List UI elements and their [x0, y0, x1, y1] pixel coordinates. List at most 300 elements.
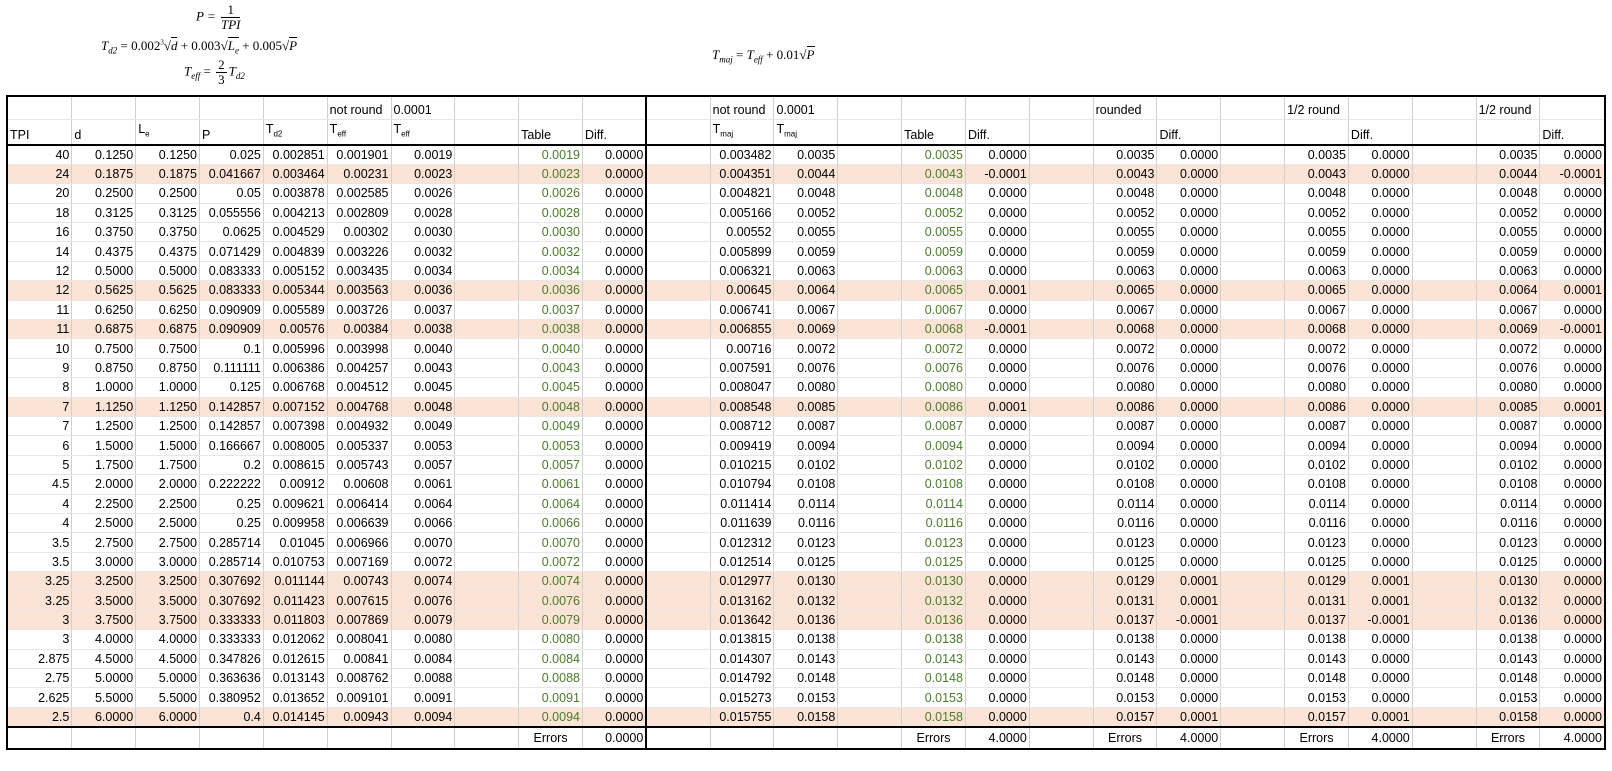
cell[interactable]: 0.0000	[1348, 281, 1412, 300]
cell[interactable]: 0.0000	[1348, 300, 1412, 319]
cell[interactable]: 0.0123	[1285, 533, 1349, 552]
cell[interactable]	[455, 475, 519, 494]
cell[interactable]: 0.0000	[965, 300, 1029, 319]
cell[interactable]	[646, 436, 710, 455]
cell[interactable]: 0.0057	[391, 455, 455, 474]
cell[interactable]: 5.5000	[136, 688, 200, 707]
cell[interactable]: 0.003482	[710, 145, 774, 165]
cell[interactable]: 0.0000	[1540, 358, 1605, 377]
cell[interactable]: 0.2	[200, 455, 264, 474]
cell[interactable]: 0.0094	[1093, 436, 1157, 455]
cell[interactable]: 0.005589	[263, 300, 327, 319]
cell[interactable]: 0.0000	[582, 261, 646, 280]
cell[interactable]: 0.00576	[263, 320, 327, 339]
cell[interactable]: 0.0000	[965, 242, 1029, 261]
cell[interactable]: 0.0116	[1476, 513, 1540, 532]
cell[interactable]: 0.0080	[774, 378, 838, 397]
cell[interactable]	[455, 300, 519, 319]
cell[interactable]: 0.6250	[72, 300, 136, 319]
cell[interactable]	[1029, 242, 1093, 261]
cell[interactable]: 0.0153	[1285, 688, 1349, 707]
cell[interactable]	[1221, 223, 1285, 242]
cell[interactable]: 0.285714	[200, 552, 264, 571]
cell[interactable]: 0.0000	[965, 707, 1029, 727]
cell[interactable]: 3.5000	[72, 591, 136, 610]
cell[interactable]: 0.0125	[1093, 552, 1157, 571]
cell[interactable]: 0.0137	[1093, 610, 1157, 629]
cell[interactable]: 0.0102	[902, 455, 966, 474]
cell[interactable]: 0.0000	[965, 223, 1029, 242]
cell[interactable]: 5	[7, 455, 72, 474]
cell[interactable]: 0.05	[200, 184, 264, 203]
cell[interactable]: 0.0000	[1348, 261, 1412, 280]
cell[interactable]: 0.0114	[1285, 494, 1349, 513]
cell[interactable]: 0.0108	[902, 475, 966, 494]
cell[interactable]: 0.083333	[200, 281, 264, 300]
cell[interactable]: 0.0000	[1540, 669, 1605, 688]
cell[interactable]: 0.0040	[391, 339, 455, 358]
cell[interactable]	[455, 223, 519, 242]
cell[interactable]: 0.005166	[710, 203, 774, 222]
cell[interactable]: 0.4	[200, 707, 264, 727]
cell[interactable]: 0.002851	[263, 145, 327, 165]
cell[interactable]: 0.0000	[582, 223, 646, 242]
cell[interactable]: 0.0102	[1093, 455, 1157, 474]
cell[interactable]: 0.0000	[1157, 261, 1221, 280]
cell[interactable]	[1221, 572, 1285, 591]
cell[interactable]	[455, 145, 519, 165]
cell[interactable]: 1.2500	[136, 416, 200, 435]
cell[interactable]: 0.0072	[902, 339, 966, 358]
cell[interactable]: 0.5000	[136, 261, 200, 280]
cell[interactable]	[646, 164, 710, 183]
cell[interactable]: 3.25	[7, 572, 72, 591]
cell[interactable]: 0.0052	[1093, 203, 1157, 222]
cell[interactable]: 0.0153	[1476, 688, 1540, 707]
cell[interactable]: 0.333333	[200, 610, 264, 629]
cell[interactable]: 40	[7, 145, 72, 165]
cell[interactable]: 0.285714	[200, 533, 264, 552]
cell[interactable]	[838, 320, 902, 339]
cell[interactable]	[646, 649, 710, 668]
cell[interactable]: 0.0059	[1093, 242, 1157, 261]
cell[interactable]: 0.083333	[200, 261, 264, 280]
cell[interactable]: 0.0148	[1093, 669, 1157, 688]
cell[interactable]: 0.0067	[1285, 300, 1349, 319]
cell[interactable]: 0.010215	[710, 455, 774, 474]
cell[interactable]: 0.0108	[1093, 475, 1157, 494]
cell[interactable]: 0.0037	[391, 300, 455, 319]
cell[interactable]	[455, 339, 519, 358]
cell[interactable]: 0.0048	[391, 397, 455, 416]
cell[interactable]: 0.004768	[327, 397, 391, 416]
cell[interactable]: 0.0048	[1093, 184, 1157, 203]
cell[interactable]: 0.0055	[774, 223, 838, 242]
cell[interactable]: 0.0000	[582, 533, 646, 552]
cell[interactable]: 0.0067	[774, 300, 838, 319]
cell[interactable]: 0.012977	[710, 572, 774, 591]
cell[interactable]: 0.0000	[1157, 513, 1221, 532]
cell[interactable]: 0.007591	[710, 358, 774, 377]
cell[interactable]: 0.0044	[774, 164, 838, 183]
cell[interactable]: 0.0000	[1540, 533, 1605, 552]
cell[interactable]: 0.1875	[72, 164, 136, 183]
cell[interactable]	[1221, 707, 1285, 727]
cell[interactable]: 0.0094	[391, 707, 455, 727]
cell[interactable]: 0.0132	[1476, 591, 1540, 610]
cell[interactable]: 3.2500	[72, 572, 136, 591]
cell[interactable]	[1221, 203, 1285, 222]
cell[interactable]	[646, 397, 710, 416]
cell[interactable]: 0.0000	[965, 494, 1029, 513]
cell[interactable]	[646, 610, 710, 629]
cell[interactable]	[455, 242, 519, 261]
cell[interactable]: 0.0000	[965, 513, 1029, 532]
cell[interactable]: 0.0000	[582, 416, 646, 435]
cell[interactable]: 0.0000	[582, 339, 646, 358]
cell[interactable]: 0.006414	[327, 494, 391, 513]
cell[interactable]: 0.5625	[72, 281, 136, 300]
cell[interactable]: 0.3125	[136, 203, 200, 222]
cell[interactable]	[838, 513, 902, 532]
cell[interactable]: 0.090909	[200, 300, 264, 319]
cell[interactable]: 0.0000	[1348, 533, 1412, 552]
cell[interactable]: 0.0000	[582, 630, 646, 649]
cell[interactable]: 3.5	[7, 533, 72, 552]
cell[interactable]: 0.7500	[136, 339, 200, 358]
cell[interactable]: 0.0059	[1285, 242, 1349, 261]
cell[interactable]	[838, 552, 902, 571]
cell[interactable]: 0.0072	[519, 552, 583, 571]
cell[interactable]: 0.0000	[1157, 300, 1221, 319]
cell[interactable]: 0.0094	[774, 436, 838, 455]
cell[interactable]: 0.012514	[710, 552, 774, 571]
cell[interactable]: 0.0072	[774, 339, 838, 358]
cell[interactable]	[838, 591, 902, 610]
cell[interactable]	[838, 610, 902, 629]
cell[interactable]: 0.0000	[965, 339, 1029, 358]
cell[interactable]: 0.0052	[774, 203, 838, 222]
cell[interactable]	[455, 610, 519, 629]
cell[interactable]: 0.0000	[582, 397, 646, 416]
cell[interactable]: 0.0000	[1348, 320, 1412, 339]
cell[interactable]: 3.0000	[136, 552, 200, 571]
cell[interactable]: 0.0091	[391, 688, 455, 707]
cell[interactable]: 0.0000	[582, 649, 646, 668]
cell[interactable]: 0.010794	[710, 475, 774, 494]
cell[interactable]: 0.0080	[1476, 378, 1540, 397]
cell[interactable]: 0.0000	[965, 184, 1029, 203]
cell[interactable]: 2.7500	[72, 533, 136, 552]
cell[interactable]: 4.0000	[72, 630, 136, 649]
cell[interactable]: 0.004351	[710, 164, 774, 183]
cell[interactable]	[1412, 164, 1476, 183]
cell[interactable]: 0.0000	[1540, 494, 1605, 513]
cell[interactable]: 0.005899	[710, 242, 774, 261]
cell[interactable]: 0.0088	[391, 669, 455, 688]
cell[interactable]: 0.0123	[902, 533, 966, 552]
cell[interactable]: 0.0000	[965, 416, 1029, 435]
cell[interactable]: 0.0000	[1540, 475, 1605, 494]
cell[interactable]	[646, 203, 710, 222]
cell[interactable]: 0.005152	[263, 261, 327, 280]
cell[interactable]: 0.0035	[902, 145, 966, 165]
cell[interactable]: 10	[7, 339, 72, 358]
cell[interactable]	[646, 339, 710, 358]
cell[interactable]	[838, 649, 902, 668]
cell[interactable]: 0.142857	[200, 397, 264, 416]
cell[interactable]: 0.0094	[902, 436, 966, 455]
cell[interactable]	[838, 669, 902, 688]
cell[interactable]: 0.0079	[391, 610, 455, 629]
cell[interactable]: 0.0001	[1157, 572, 1221, 591]
cell[interactable]	[1412, 513, 1476, 532]
cell[interactable]	[455, 455, 519, 474]
cell[interactable]	[1029, 552, 1093, 571]
cell[interactable]	[455, 572, 519, 591]
cell[interactable]: 4.0000	[136, 630, 200, 649]
cell[interactable]: 0.0036	[519, 281, 583, 300]
cell[interactable]: 2.5	[7, 707, 72, 727]
cell[interactable]: 3	[7, 630, 72, 649]
cell[interactable]: 0.0001	[1157, 707, 1221, 727]
cell[interactable]	[1412, 320, 1476, 339]
cell[interactable]: 0.3750	[136, 223, 200, 242]
cell[interactable]: 2.75	[7, 669, 72, 688]
cell[interactable]: 0.009419	[710, 436, 774, 455]
cell[interactable]: 0.0132	[902, 591, 966, 610]
cell[interactable]: 0.0043	[391, 358, 455, 377]
cell[interactable]: 0.0080	[519, 630, 583, 649]
cell[interactable]: 0.0035	[1476, 145, 1540, 165]
cell[interactable]: 0.0153	[902, 688, 966, 707]
cell[interactable]: 0.0034	[391, 261, 455, 280]
cell[interactable]: 0.006321	[710, 261, 774, 280]
cell[interactable]	[455, 164, 519, 183]
cell[interactable]: 0.0000	[582, 203, 646, 222]
cell[interactable]: 0.0000	[1348, 688, 1412, 707]
cell[interactable]: 0.00302	[327, 223, 391, 242]
cell[interactable]: 0.0028	[519, 203, 583, 222]
cell[interactable]: 0.0000	[1348, 242, 1412, 261]
cell[interactable]: 0.0000	[1157, 203, 1221, 222]
cell[interactable]: 0.0000	[1540, 416, 1605, 435]
cell[interactable]: 0.0000	[965, 630, 1029, 649]
cell[interactable]: 9	[7, 358, 72, 377]
cell[interactable]: 0.0000	[1157, 494, 1221, 513]
cell[interactable]: 2.7500	[136, 533, 200, 552]
cell[interactable]	[1221, 513, 1285, 532]
cell[interactable]: 0.0000	[1348, 378, 1412, 397]
cell[interactable]: 0.0000	[1157, 688, 1221, 707]
cell[interactable]: 0.0000	[1348, 455, 1412, 474]
cell[interactable]: 0.3750	[72, 223, 136, 242]
cell[interactable]	[1029, 203, 1093, 222]
cell[interactable]: 0.0000	[1540, 552, 1605, 571]
cell[interactable]: 0.0138	[1476, 630, 1540, 649]
cell[interactable]: 0.006966	[327, 533, 391, 552]
cell[interactable]: 0.0063	[902, 261, 966, 280]
cell[interactable]: 1.1250	[72, 397, 136, 416]
cell[interactable]: 0.015755	[710, 707, 774, 727]
cell[interactable]: 7	[7, 397, 72, 416]
cell[interactable]: 0.0032	[391, 242, 455, 261]
cell[interactable]: 0.0072	[1476, 339, 1540, 358]
cell[interactable]: 0.0057	[519, 455, 583, 474]
cell[interactable]: 0.0001	[1348, 572, 1412, 591]
cell[interactable]: 0.002809	[327, 203, 391, 222]
cell[interactable]: 0.0052	[1285, 203, 1349, 222]
cell[interactable]: 0.006741	[710, 300, 774, 319]
cell[interactable]	[455, 669, 519, 688]
cell[interactable]: 0.0123	[774, 533, 838, 552]
cell[interactable]: 0.0070	[519, 533, 583, 552]
cell[interactable]	[1412, 145, 1476, 165]
cell[interactable]: 0.012062	[263, 630, 327, 649]
cell[interactable]	[1412, 707, 1476, 727]
cell[interactable]: 0.0048	[519, 397, 583, 416]
cell[interactable]: 0.5000	[72, 261, 136, 280]
cell[interactable]	[1029, 494, 1093, 513]
cell[interactable]: 2.5000	[136, 513, 200, 532]
cell[interactable]: 0.7500	[72, 339, 136, 358]
cell[interactable]: 0.090909	[200, 320, 264, 339]
cell[interactable]: 0.00716	[710, 339, 774, 358]
cell[interactable]: 0.003464	[263, 164, 327, 183]
cell[interactable]	[1221, 416, 1285, 435]
cell[interactable]: 0.0045	[519, 378, 583, 397]
cell[interactable]: 0.0000	[1348, 223, 1412, 242]
cell[interactable]: 0.0087	[1476, 416, 1540, 435]
cell[interactable]	[1029, 378, 1093, 397]
cell[interactable]: 0.0132	[774, 591, 838, 610]
cell[interactable]: 0.0044	[1476, 164, 1540, 183]
cell[interactable]: 0.0000	[1540, 610, 1605, 629]
cell[interactable]: 0.0048	[1476, 184, 1540, 203]
cell[interactable]: 0.0102	[774, 455, 838, 474]
cell[interactable]: 4.5000	[72, 649, 136, 668]
cell[interactable]: 0.0084	[519, 649, 583, 668]
cell[interactable]	[1221, 630, 1285, 649]
cell[interactable]	[455, 261, 519, 280]
cell[interactable]: 1.5000	[72, 436, 136, 455]
cell[interactable]: 0.0001	[965, 281, 1029, 300]
cell[interactable]: 0.0086	[1285, 397, 1349, 416]
cell[interactable]	[1412, 533, 1476, 552]
cell[interactable]	[1221, 261, 1285, 280]
cell[interactable]	[455, 203, 519, 222]
cell[interactable]: 0.0035	[1285, 145, 1349, 165]
cell[interactable]: 0.0000	[582, 572, 646, 591]
cell[interactable]: 1.1250	[136, 397, 200, 416]
cell[interactable]: 0.008548	[710, 397, 774, 416]
cell[interactable]: 0.0143	[1093, 649, 1157, 668]
cell[interactable]	[838, 572, 902, 591]
cell[interactable]: -0.0001	[965, 320, 1029, 339]
cell[interactable]: 0.0001	[1540, 397, 1605, 416]
cell[interactable]	[1412, 649, 1476, 668]
cell[interactable]: 0.005743	[327, 455, 391, 474]
cell[interactable]: 0.0130	[1476, 572, 1540, 591]
cell[interactable]: 0.011423	[263, 591, 327, 610]
cell[interactable]: 3.5	[7, 552, 72, 571]
cell[interactable]: 2.875	[7, 649, 72, 668]
cell[interactable]: 0.0000	[1348, 397, 1412, 416]
cell[interactable]: 0.0000	[965, 145, 1029, 165]
cell[interactable]: 0.0000	[1157, 436, 1221, 455]
cell[interactable]: 0.0072	[1093, 339, 1157, 358]
cell[interactable]	[1412, 572, 1476, 591]
cell[interactable]: 0.222222	[200, 475, 264, 494]
cell[interactable]: 2.2500	[136, 494, 200, 513]
cell[interactable]: 3.7500	[72, 610, 136, 629]
cell[interactable]: 0.0001	[1157, 591, 1221, 610]
cell[interactable]: 0.0019	[519, 145, 583, 165]
cell[interactable]: 0.0000	[965, 610, 1029, 629]
cell[interactable]	[1029, 436, 1093, 455]
cell[interactable]	[646, 552, 710, 571]
cell[interactable]: 0.0000	[1540, 513, 1605, 532]
cell[interactable]: 0.0000	[1540, 591, 1605, 610]
cell[interactable]	[838, 242, 902, 261]
cell[interactable]: 0.0158	[1476, 707, 1540, 727]
cell[interactable]: 0.0000	[1540, 261, 1605, 280]
cell[interactable]: 0.0030	[519, 223, 583, 242]
cell[interactable]: 0.00552	[710, 223, 774, 242]
cell[interactable]: 0.0143	[1285, 649, 1349, 668]
cell[interactable]	[1221, 436, 1285, 455]
cell[interactable]: 0.0043	[902, 164, 966, 183]
cell[interactable]: 0.0138	[1093, 630, 1157, 649]
cell[interactable]: -0.0001	[1348, 610, 1412, 629]
cell[interactable]: 0.0000	[1157, 145, 1221, 165]
cell[interactable]	[1221, 397, 1285, 416]
cell[interactable]	[455, 358, 519, 377]
cell[interactable]: 0.0000	[582, 281, 646, 300]
cell[interactable]: 0.0040	[519, 339, 583, 358]
cell[interactable]	[1412, 281, 1476, 300]
cell[interactable]: -0.0001	[1540, 320, 1605, 339]
cell[interactable]: 0.008615	[263, 455, 327, 474]
cell[interactable]	[1221, 358, 1285, 377]
cell[interactable]: 0.00384	[327, 320, 391, 339]
cell[interactable]: 0.013143	[263, 669, 327, 688]
cell[interactable]: 0.0038	[391, 320, 455, 339]
cell[interactable]	[1029, 688, 1093, 707]
cell[interactable]: 0.0052	[1476, 203, 1540, 222]
cell[interactable]: 0.0000	[582, 591, 646, 610]
cell[interactable]	[838, 533, 902, 552]
cell[interactable]	[646, 688, 710, 707]
cell[interactable]: 0.0000	[1348, 164, 1412, 183]
cell[interactable]: 0.006855	[710, 320, 774, 339]
cell[interactable]	[646, 591, 710, 610]
cell[interactable]: 0.011144	[263, 572, 327, 591]
cell[interactable]: 0.0043	[519, 358, 583, 377]
cell[interactable]	[1029, 707, 1093, 727]
cell[interactable]: 0.0000	[1540, 688, 1605, 707]
cell[interactable]: 0.0000	[1157, 397, 1221, 416]
cell[interactable]: 0.013162	[710, 591, 774, 610]
cell[interactable]	[1029, 475, 1093, 494]
cell[interactable]: 0.0037	[519, 300, 583, 319]
cell[interactable]: 6	[7, 436, 72, 455]
cell[interactable]: 0.0000	[965, 533, 1029, 552]
cell[interactable]: 0.0000	[965, 203, 1029, 222]
cell[interactable]	[1029, 223, 1093, 242]
cell[interactable]: 0.8750	[136, 358, 200, 377]
cell[interactable]: 0.004821	[710, 184, 774, 203]
